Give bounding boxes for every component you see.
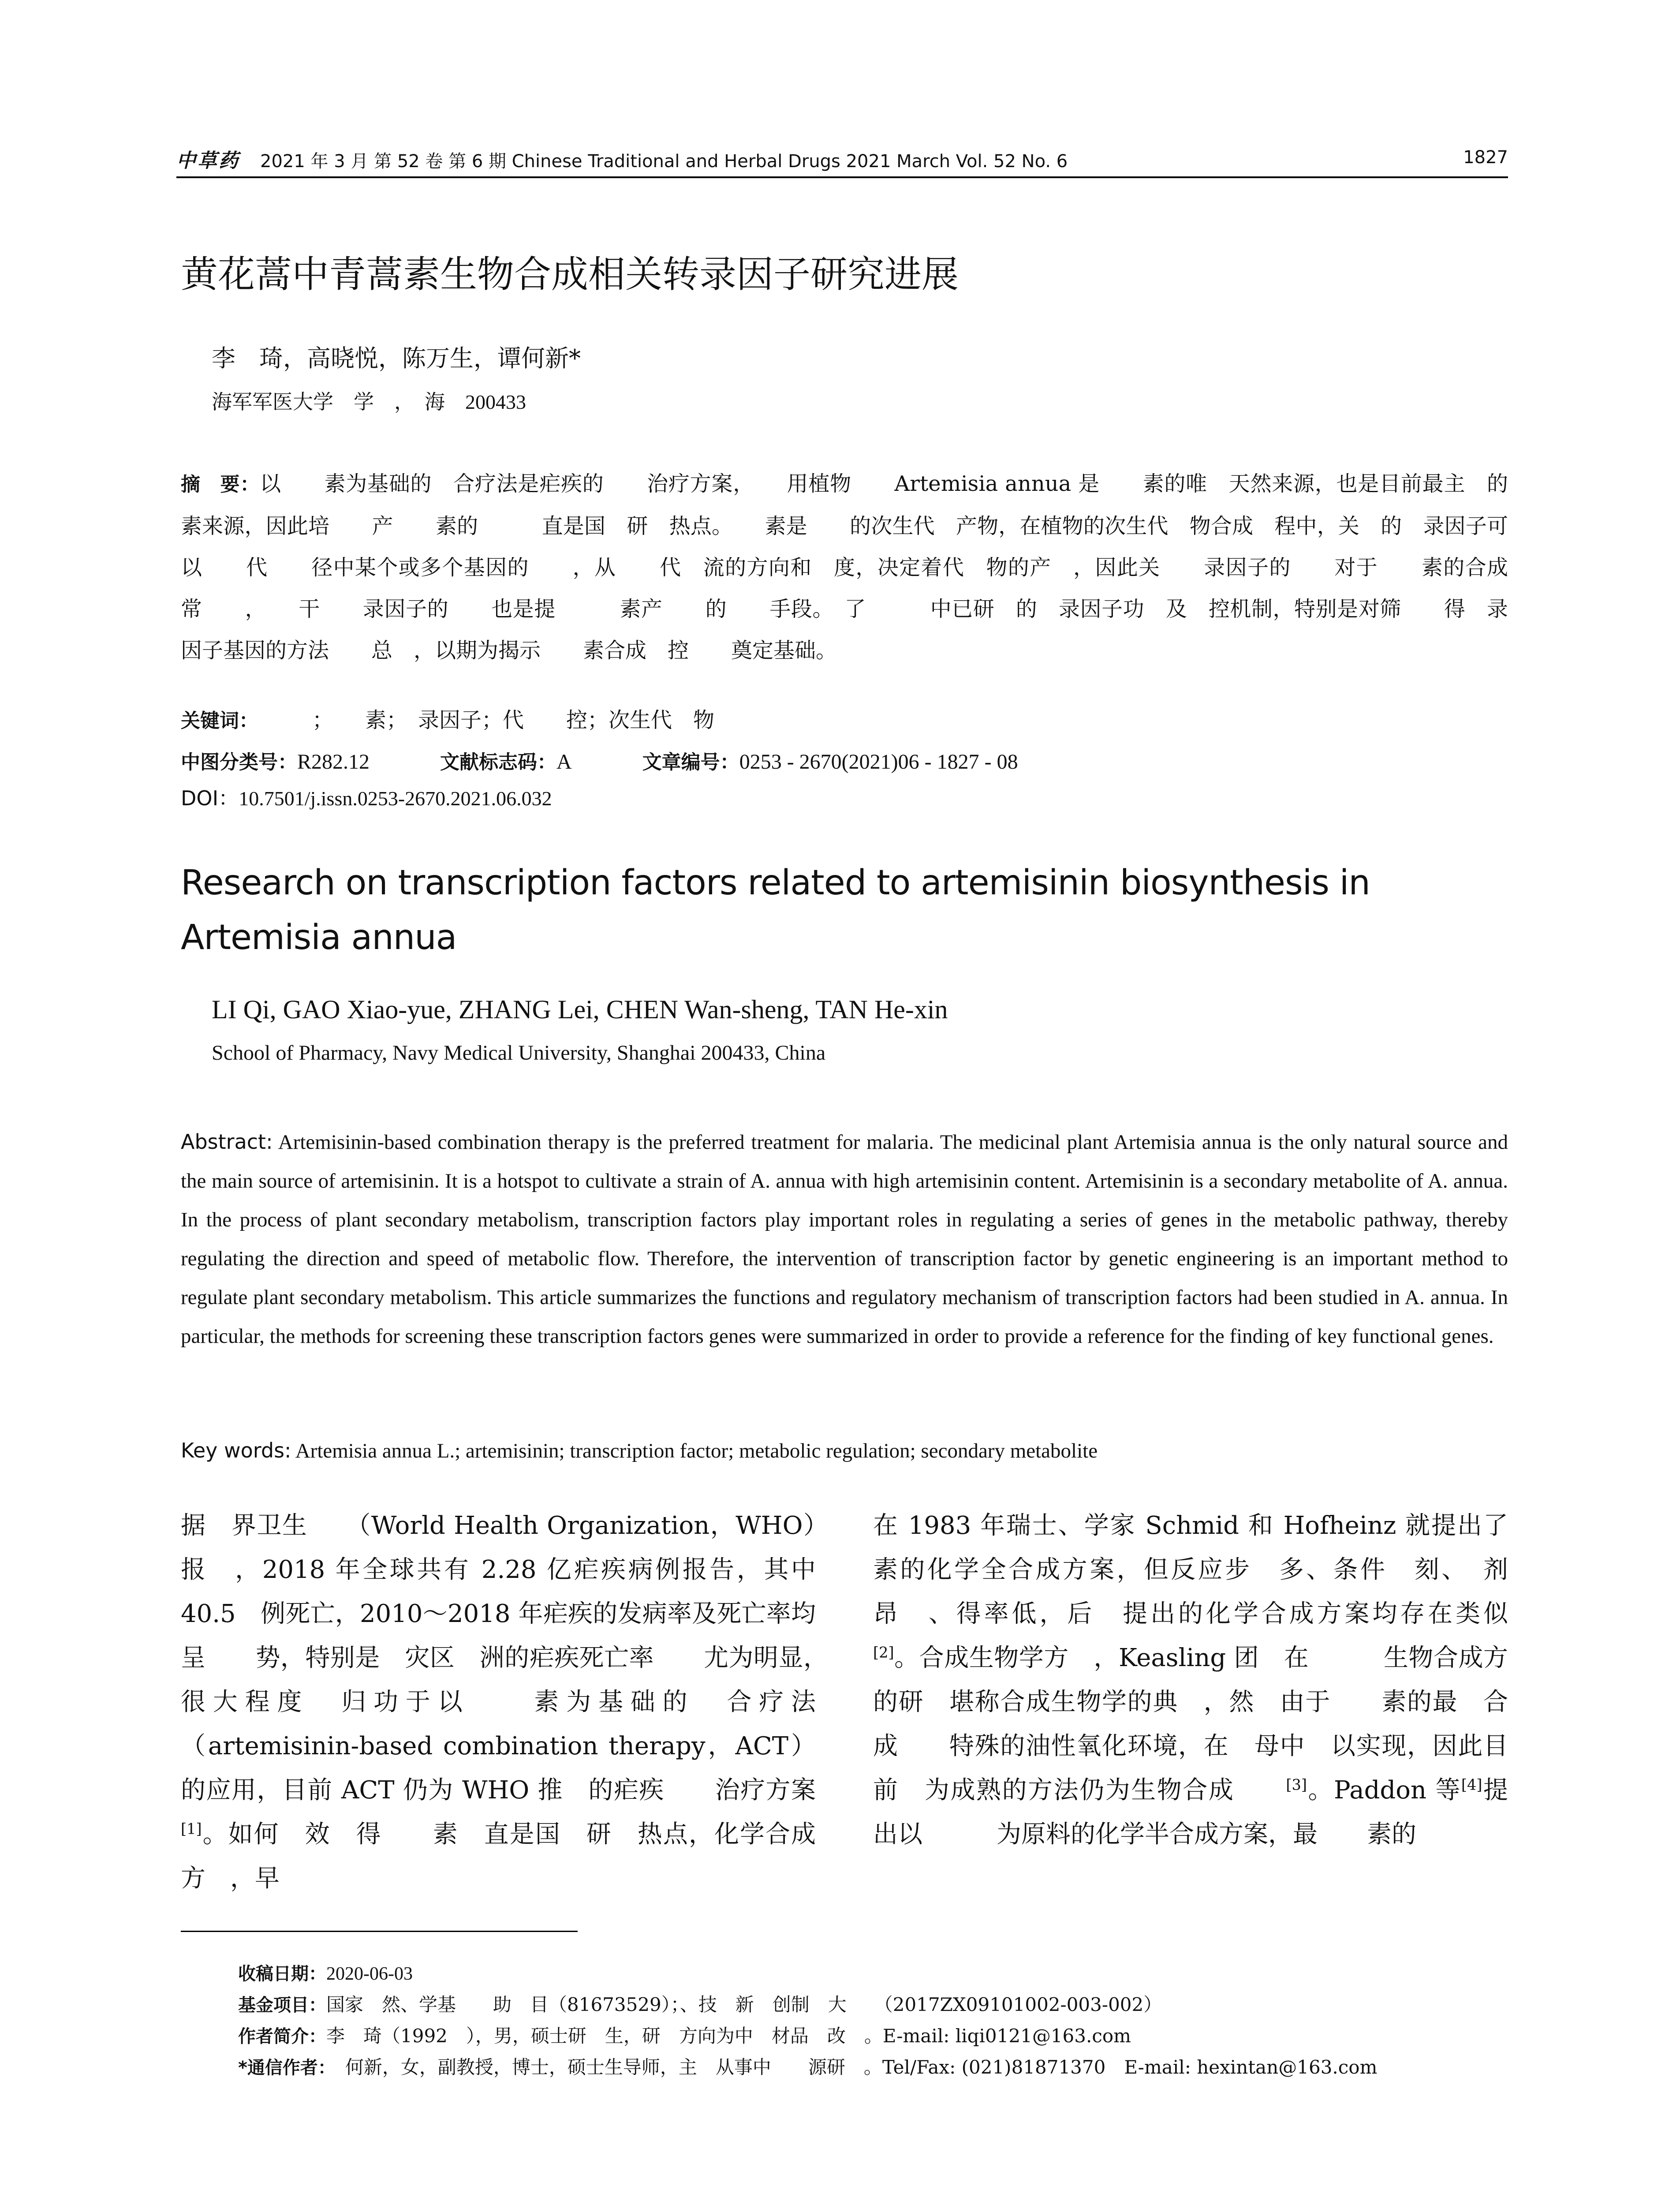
- fund-label: 基金项目：: [238, 1995, 326, 2015]
- right-column-mid: 。合成生物学方 ，Keasling 团 在 生物合成方 的研 堪称合成生物学的典 ，然 由于 素的最 合成 特殊的油性氧化环境，在 母中 以实现，因此目前 为成熟的方法仍为生物合成: [873, 1644, 1533, 1805]
- left-column-tail: 。如何 效 得 素 直是国 研 热点，化学合成方 ，早: [181, 1820, 816, 1893]
- header-rule: [176, 176, 1508, 178]
- corresponding-label: *通信作者：: [238, 2058, 327, 2078]
- footnotes: [238, 1958, 1517, 2083]
- doi-value: 10.7501/j.issn.0253-2670.2021.06.032: [239, 787, 552, 810]
- journal-citation: 2021 年 3 月 第 52 卷 第 6 期 Chinese Traditional and Herbal Drugs 2021 March Vol. 52 No. 6: [260, 151, 1068, 172]
- english-affiliation: School of Pharmacy, Navy Medical University, Shanghai 200433, China: [212, 1041, 826, 1065]
- chinese-abstract-text: 以 素为基础的 合疗法是疟疾的 治疗方案， 用植物 Artemisia annua 是 素的唯 天然来源，也是目前最主 的 素来源，因此培 产 素的 直是国 研 热点。 素是 的次生代 产物，在植物的次生代 物合成 程中，关 的 录因子可以 代 径中某个或多个基因的 ，从 代 流的方向和 度，决定着代 物的产 ，因此关 录因子的 对于 素的合成 常 ， 干 录因子的 也是提 素产 的 手段。 了 中已研 的 录因子功 及 控机制，特别是对筛 得 录因子基因的方法 总 ，以期为揭示 素合成 控 奠定基础。: [181, 471, 1551, 663]
- chinese-affiliation: 海军军医大学 学 ， 海 200433: [212, 391, 526, 413]
- class-value: R282.12: [297, 750, 370, 774]
- chinese-keywords-text: ； 素； 录因子；代 控；次生代 物: [249, 708, 715, 733]
- fund-value: 国家 然、学基 助 目（81673529）；、技 新 创制 大 （2017ZX09101002-003-002）: [326, 1994, 1162, 2015]
- received-value: 2020-06-03: [326, 1964, 413, 1984]
- body-left-column: [181, 1504, 840, 1901]
- citation-4: [4]: [1461, 1776, 1482, 1794]
- english-abstract-text: Artemisinin-based combination therapy is the preferred treatment for malaria. The medicinal plant Artemisia annua is the only natural source and the main source of artemisinin. It is a hotspot to cultivate a strain of A. annua with high artemisinin content. Artemisinin is a secondary metabolite of A. annua. In the process of plant secondary metabolism, transcription factors play important roles in regulating a series of genes in the metabolic pathway, thereby regulating the direction and speed of metabolic flow. Therefore, the intervention of transcription factor by genetic engineering is an important method to regulate plant secondary metabolism. This article summarizes the functions and regulatory mechanism of transcription factors had been studied in A. annua. In particular, the methods for screening these transcription factors genes were summarized in order to provide a reference for the finding of key functional genes.: [181, 1131, 1508, 1348]
- chinese-authors: 李 琦，高晓悦，陈万生，谭何新*: [212, 344, 581, 372]
- chinese-abstract-label: 摘 要：: [181, 473, 260, 496]
- corresponding-value: 何新，女，副教授，博士，硕士生导师，主 从事中 源研 。Tel/Fax: (021)81871370 E-mail: hexintan@163.com: [326, 2056, 1378, 2078]
- citation-3: [3]: [1286, 1776, 1307, 1794]
- right-column-tail: 提出以 为原料的化学半合成方案，最 素的: [873, 1776, 1508, 1849]
- footnote-rule: [181, 1931, 578, 1932]
- chinese-keywords-label: 关键词：: [181, 710, 249, 732]
- english-authors: LI Qi, GAO Xiao-yue, ZHANG Lei, CHEN Wan-sheng, TAN He-xin: [212, 995, 948, 1024]
- article-id-value: 0253 - 2670(2021)06 - 1827 - 08: [739, 750, 1018, 774]
- doc-code-value: A: [556, 750, 572, 774]
- article-id-label: 文章编号：: [642, 751, 739, 774]
- english-keywords: [181, 1431, 1508, 1470]
- chinese-abstract: [181, 463, 1551, 671]
- doi-label: DOI：: [181, 786, 239, 810]
- running-header: [176, 145, 1508, 176]
- doi-line: [181, 782, 552, 811]
- chinese-keywords: [181, 699, 1508, 742]
- body-right-column: [873, 1504, 1557, 1857]
- left-column-text: 据 界卫生 （World Health Organization，WHO）报 ，2018 年全球共有 2.28 亿疟疾病例报告，其中 40.5 例死亡，2010～2018 年疟疾的发病率及死亡率均呈 势，特别是 灾区 洲的疟疾死亡率 尤为明显， 很大程度 归功于以 素为基础的 合疗法（artemisinin-based combination therapy，ACT）的应用，目前 ACT 仍为 WHO 推 的疟疾 治疗方案: [181, 1511, 840, 1805]
- citation-2: [2]: [873, 1644, 894, 1661]
- author-bio-label: 作者简介：: [238, 2026, 326, 2047]
- class-label: 中图分类号：: [181, 751, 297, 774]
- english-keywords-label: Key words:: [181, 1439, 291, 1462]
- author-bio-value: 李 琦（1992 ），男，硕士研 生，研 方向为中 材品 改 。E-mail: liqi0121@163.com: [326, 2025, 1131, 2047]
- received-label: 收稿日期：: [238, 1964, 326, 1984]
- classification-line: [181, 741, 1508, 783]
- journal-logo: 中草药: [176, 149, 240, 172]
- right-column-mid2: 。Paddon 等: [1307, 1776, 1461, 1805]
- citation-1: [1]: [181, 1820, 202, 1838]
- english-keywords-text: Artemisia annua L.; artemisinin; transcription factor; metabolic regulation; secondary metabolite: [295, 1439, 1098, 1462]
- footnote-received: [238, 1958, 1517, 1989]
- english-abstract: [181, 1122, 1508, 1356]
- footnote-corresponding: [238, 2052, 1517, 2083]
- right-column-text: 在 1983 年瑞士、学家 Schmid 和 Hofheinz 就提出了 素的化学全合成方案，但反应步 多、条件 刻、 剂昂 、得率低，后 提出的化学合成方案均存在类似: [873, 1511, 1557, 1628]
- doc-code-label: 文献标志码：: [440, 751, 557, 774]
- english-title: Research on transcription factors related to artemisinin biosynthesis in Artemisia annua: [181, 863, 1370, 957]
- footnote-author: [238, 2021, 1517, 2052]
- footnote-fund: [238, 1989, 1517, 2021]
- chinese-title: 黄花蒿中青蒿素生物合成相关转录因子研究进展: [181, 253, 959, 296]
- english-abstract-label: Abstract:: [181, 1130, 273, 1154]
- page-number: 1827: [1463, 147, 1508, 168]
